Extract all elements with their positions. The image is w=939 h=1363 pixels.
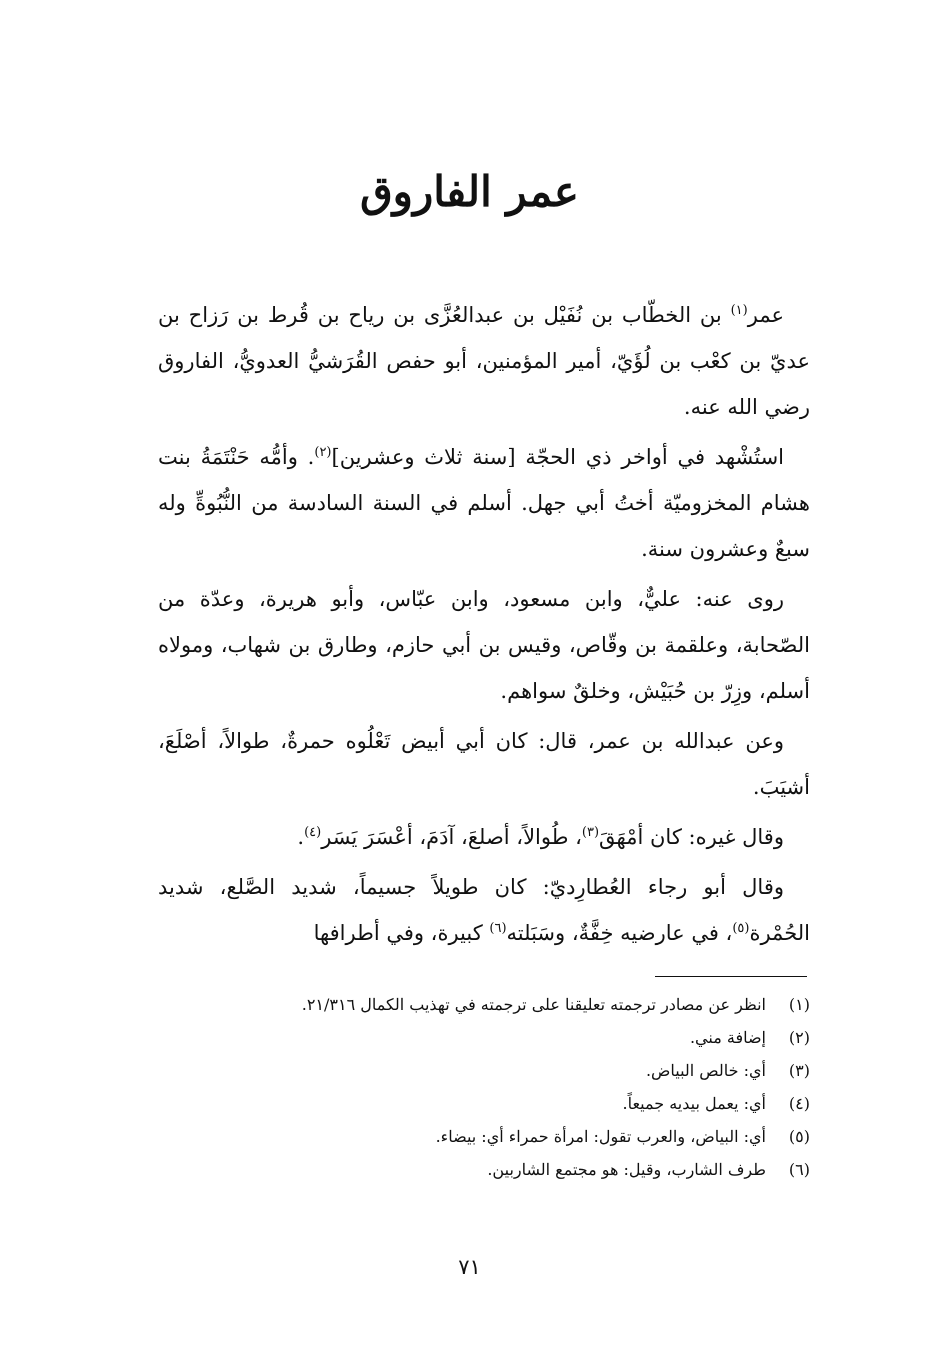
footnote-number: (٥) (788, 1127, 810, 1146)
footnote-item (150, 1021, 810, 1054)
paragraph (158, 434, 810, 572)
paragraph-text: استُشْهد في أواخر ذي الحجّة [سنة ثلاث وعشرين] (331, 445, 784, 469)
footnote-number: (٣) (788, 1061, 810, 1080)
footnote-text: انظر عن مصادر ترجمته تعليقنا على ترجمته في تهذيب الكمال ٢١/٣١٦. (301, 995, 766, 1014)
footnote-text: طرف الشارب، وقيل: هو مجتمع الشاربين. (487, 1160, 766, 1179)
footnote-text: أي: خالص البياض. (645, 1061, 766, 1080)
paragraph (158, 292, 810, 430)
page-title: عمر الفاروق (360, 167, 579, 216)
paragraph (158, 576, 810, 714)
footnote-number: (٤) (788, 1094, 810, 1113)
footnote-separator (655, 976, 807, 977)
paragraph (158, 864, 810, 956)
footnote-reference: (٢) (314, 445, 332, 460)
footnote-reference: (١) (730, 303, 748, 318)
footnote-text: أي: يعمل بيديه جميعاً. (622, 1094, 766, 1113)
footnote-number: (٦) (788, 1160, 810, 1179)
page-number: ٧١ (458, 1255, 481, 1279)
footnote-item (150, 1054, 810, 1087)
footnote-item (150, 1087, 810, 1120)
paragraph-text: عمر (747, 303, 784, 327)
footnote-number: (١) (788, 995, 810, 1014)
footnote-text: إضافة مني. (689, 1028, 766, 1047)
footnote-text: أي: البياض، والعرب تقول: امرأة حمراء أي: بيضاء. (435, 1127, 766, 1146)
footnote-reference: (٦) (489, 921, 507, 936)
footnote-reference: (٥) (732, 921, 750, 936)
paragraph-text: وقال أبو رجاء العُطارِديّ: كان طويلاً جسيماً، شديد الصَّلع، شديد الحُمْرة (158, 875, 810, 945)
footnote-reference: (٤) (304, 825, 322, 840)
paragraph-text: وقال غيره: كان أمْهَقَ (599, 825, 784, 849)
footnote-item (150, 1153, 810, 1186)
paragraph-text: بن الخطّاب بن نُفَيْل بن عبدالعُزَّى بن رياح بن قُرط بن رَزاح بن عديّ بن كعْب بن لُؤَيّ، أمير المؤمنين، أبو حفص القُرَشيُّ العدويُّ، الفاروق رضي الله عنه. (158, 303, 810, 419)
footnote-item (150, 988, 810, 1021)
main-text (158, 292, 810, 960)
footnote-item (150, 1120, 810, 1153)
paragraph (158, 718, 810, 810)
paragraph-text: كبيرة، وفي أطرافها (313, 921, 490, 945)
footnotes-list (150, 988, 810, 1186)
footnote-number: (٢) (788, 1028, 810, 1047)
paragraph (158, 814, 810, 860)
footnote-reference: (٣) (581, 825, 600, 840)
paragraph-text: . وأمُّه حَنْتَمَةُ بنت هشام المخزوميّة أختُ أبي جهل. أسلم في السنة السادسة من النُّبُوةِّ وله سبعٌ وعشرون سنة. (158, 445, 810, 561)
paragraph-text: وعن عبدالله بن عمر، قال: كان أبي أبيض تَعْلُوه حمرةٌ، طوالاً، أصْلَعَ، أشيَبَ. (158, 729, 810, 799)
paragraph-text: ، طُوالاً، أصلعَ، آدَمَ، أعْسَرَ يَسَر (321, 825, 582, 849)
paragraph-text: ، في عارضيه خِفَّةٌ، وسَبَلته (506, 921, 733, 945)
paragraph-text: . (297, 825, 305, 849)
paragraph-text: روى عنه: عليٌّ، وابن مسعود، وابن عبّاس، وأبو هريرة، وعدّة من الصّحابة، وعلقمة بن وقّاص، وقيس بن أبي حازم، وطارق بن شهاب، ومولاه أسلم، وزِرّ بن حُبَيْش، وخلقٌ سواهم. (158, 587, 810, 703)
